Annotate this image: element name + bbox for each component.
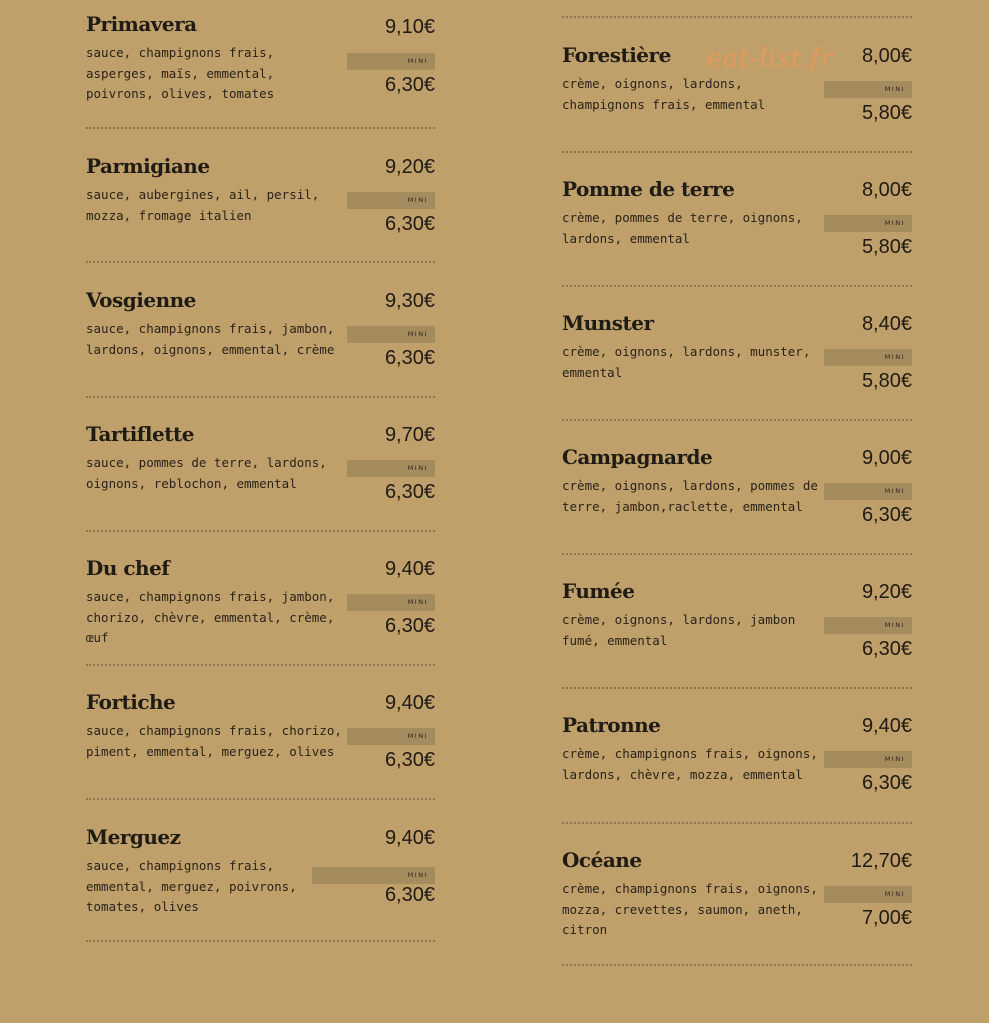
mini-price: 6,30€ bbox=[861, 772, 912, 794]
menu-item bbox=[562, 579, 912, 713]
mini-label: MINI bbox=[884, 85, 905, 93]
mini-label: MINI bbox=[407, 464, 428, 472]
mini-size-bar bbox=[347, 192, 435, 209]
menu-item-price: 8,40€ bbox=[861, 313, 912, 335]
mini-label: MINI bbox=[407, 196, 428, 204]
menu-item bbox=[86, 12, 435, 146]
mini-size-bar bbox=[824, 617, 912, 634]
mini-label: MINI bbox=[884, 755, 905, 763]
menu-item-price: 9,10€ bbox=[384, 16, 435, 38]
divider bbox=[86, 664, 435, 666]
menu-item-description: sauce, champignons frais, emmental, merguez, poivrons, tomates, olives bbox=[86, 858, 297, 914]
menu-item bbox=[86, 154, 435, 288]
menu-item-name: Parmigiane bbox=[86, 154, 210, 178]
mini-price: 6,30€ bbox=[384, 74, 435, 96]
menu-item bbox=[562, 713, 912, 847]
mini-price: 6,30€ bbox=[384, 615, 435, 637]
menu-item-description: sauce, champignons frais, jambon, chorizo, chèvre, emmental, crème, œuf bbox=[86, 589, 335, 645]
mini-label: MINI bbox=[884, 487, 905, 495]
menu-item-price: 12,70€ bbox=[850, 850, 912, 872]
menu-item-price: 9,30€ bbox=[384, 290, 435, 312]
mini-size-bar bbox=[824, 81, 912, 98]
menu-item-name: Primavera bbox=[86, 12, 197, 36]
divider bbox=[562, 16, 912, 18]
menu-item-description: crème, oignons, lardons, pommes de terre, jambon,raclette, emmental bbox=[562, 478, 818, 514]
mini-size-bar bbox=[347, 326, 435, 343]
mini-label: MINI bbox=[407, 598, 428, 606]
mini-label: MINI bbox=[407, 732, 428, 740]
menu-item-description: crème, oignons, lardons, champignons frais, emmental bbox=[562, 76, 766, 112]
menu-item-name: Campagnarde bbox=[562, 445, 713, 469]
mini-price: 7,00€ bbox=[861, 907, 912, 929]
menu-item-name: Océane bbox=[562, 848, 642, 872]
mini-price: 5,80€ bbox=[861, 236, 912, 258]
mini-size-bar bbox=[824, 483, 912, 500]
menu-item-name: Munster bbox=[562, 311, 654, 335]
menu-item-description: sauce, champignons frais, asperges, maïs, emmental, poivrons, olives, tomates bbox=[86, 45, 275, 101]
menu-item-price: 9,40€ bbox=[384, 558, 435, 580]
mini-label: MINI bbox=[884, 219, 905, 227]
menu-item-name: Patronne bbox=[562, 713, 661, 737]
mini-price: 6,30€ bbox=[384, 481, 435, 503]
watermark-logo: eat-list.fr bbox=[707, 44, 834, 74]
divider bbox=[86, 127, 435, 129]
mini-size-bar bbox=[824, 751, 912, 768]
menu-item-price: 9,70€ bbox=[384, 424, 435, 446]
divider bbox=[562, 285, 912, 287]
mini-label: MINI bbox=[884, 890, 905, 898]
menu-item-name: Fortiche bbox=[86, 690, 176, 714]
divider bbox=[86, 798, 435, 800]
mini-label: MINI bbox=[884, 353, 905, 361]
menu-item-name: Vosgienne bbox=[86, 288, 196, 312]
divider bbox=[562, 822, 912, 824]
mini-price: 6,30€ bbox=[861, 638, 912, 660]
menu-item-name: Fumée bbox=[562, 579, 635, 603]
divider bbox=[86, 940, 435, 942]
divider bbox=[562, 553, 912, 555]
menu-item-description: sauce, aubergines, ail, persil, mozza, fromage italien bbox=[86, 187, 320, 223]
menu-item-price: 9,40€ bbox=[384, 827, 435, 849]
menu-item-name: Du chef bbox=[86, 556, 170, 580]
divider bbox=[562, 151, 912, 153]
menu-item-price: 9,40€ bbox=[384, 692, 435, 714]
divider bbox=[562, 964, 912, 966]
menu-item bbox=[562, 311, 912, 445]
menu-item bbox=[562, 177, 912, 311]
mini-price: 6,30€ bbox=[384, 347, 435, 369]
menu-item-description: crème, oignons, lardons, munster, emmental bbox=[562, 344, 811, 380]
mini-label: MINI bbox=[407, 330, 428, 338]
mini-price: 6,30€ bbox=[384, 749, 435, 771]
mini-label: MINI bbox=[407, 871, 428, 879]
menu-item bbox=[86, 288, 435, 422]
mini-size-bar bbox=[824, 886, 912, 903]
menu-item bbox=[86, 825, 435, 959]
mini-size-bar bbox=[824, 215, 912, 232]
divider bbox=[86, 396, 435, 398]
mini-size-bar bbox=[347, 728, 435, 745]
menu-item bbox=[86, 556, 435, 690]
menu-item-name: Tartiflette bbox=[86, 422, 194, 446]
mini-size-bar bbox=[347, 460, 435, 477]
menu-item-description: crème, pommes de terre, oignons, lardons, emmental bbox=[562, 210, 803, 246]
mini-size-bar bbox=[312, 867, 435, 884]
menu-item-price: 8,00€ bbox=[861, 179, 912, 201]
divider bbox=[86, 261, 435, 263]
mini-price: 6,30€ bbox=[384, 884, 435, 906]
mini-price: 5,80€ bbox=[861, 102, 912, 124]
mini-price: 5,80€ bbox=[861, 370, 912, 392]
mini-price: 6,30€ bbox=[861, 504, 912, 526]
menu-item-description: sauce, champignons frais, jambon, lardons, oignons, emmental, crème bbox=[86, 321, 335, 357]
menu-item-description: crème, oignons, lardons, jambon fumé, emmental bbox=[562, 612, 796, 648]
menu-item-description: crème, champignons frais, oignons, lardons, chèvre, mozza, emmental bbox=[562, 746, 818, 782]
menu-item bbox=[562, 848, 912, 982]
menu-item-name: Forestière bbox=[562, 43, 671, 67]
menu-item-price: 9,40€ bbox=[861, 715, 912, 737]
mini-price: 6,30€ bbox=[384, 213, 435, 235]
menu-item-price: 9,20€ bbox=[861, 581, 912, 603]
menu-item-description: sauce, champignons frais, chorizo, piment, emmental, merguez, olives bbox=[86, 723, 342, 759]
divider bbox=[562, 687, 912, 689]
menu-item-description: crème, champignons frais, oignons, mozza, crevettes, saumon, aneth, citron bbox=[562, 881, 818, 937]
menu-item bbox=[86, 422, 435, 556]
menu-item-price: 9,00€ bbox=[861, 447, 912, 469]
mini-label: MINI bbox=[884, 621, 905, 629]
menu-item bbox=[86, 690, 435, 824]
mini-size-bar bbox=[824, 349, 912, 366]
mini-size-bar bbox=[347, 53, 435, 70]
mini-label: MINI bbox=[407, 57, 428, 65]
menu-item-price: 9,20€ bbox=[384, 156, 435, 178]
menu-item-description: sauce, pommes de terre, lardons, oignons, reblochon, emmental bbox=[86, 455, 327, 491]
divider bbox=[86, 530, 435, 532]
divider bbox=[562, 419, 912, 421]
menu-item-price: 8,00€ bbox=[861, 45, 912, 67]
menu-item-name: Pomme de terre bbox=[562, 177, 735, 201]
menu-item-name: Merguez bbox=[86, 825, 181, 849]
mini-size-bar bbox=[347, 594, 435, 611]
menu-item bbox=[562, 445, 912, 579]
